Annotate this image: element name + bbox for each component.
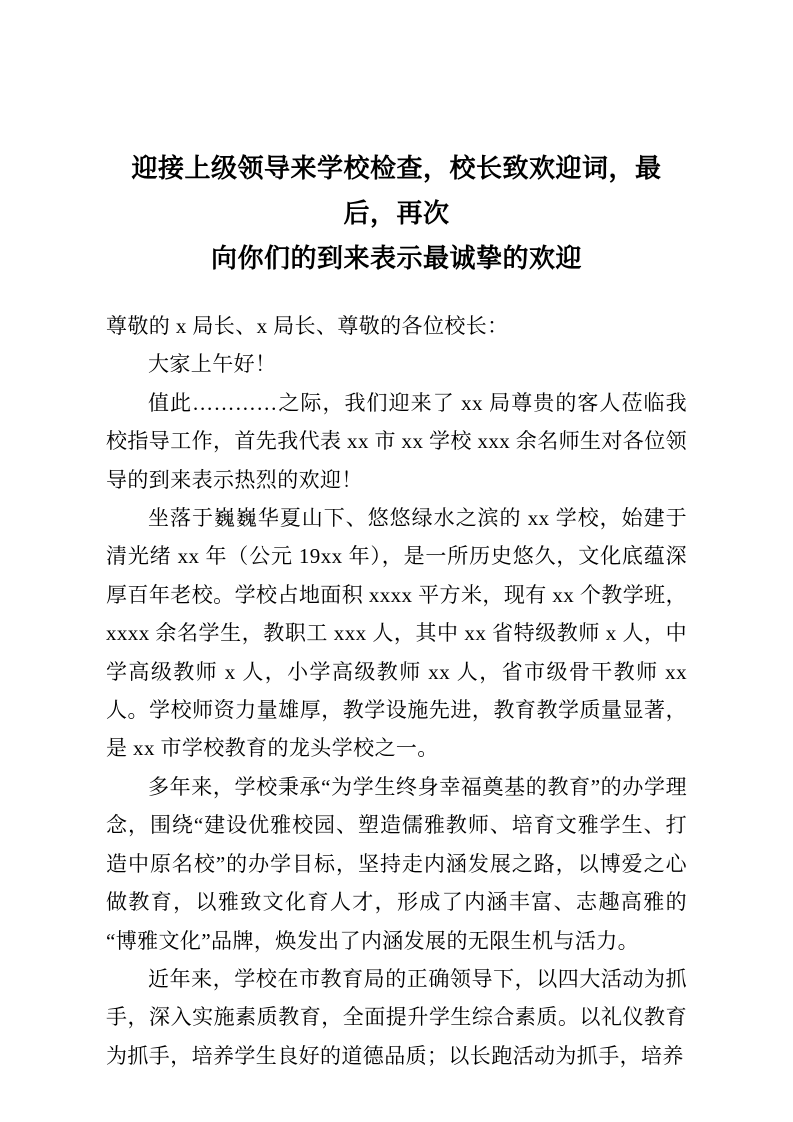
- document-body: [106, 307, 687, 1075]
- document-title-line-2: 向你们的到来表示最诚挚的欢迎: [210, 244, 582, 273]
- paragraph-occasion-welcome: 值此…………之际，我们迎来了 xx 局尊贵的客人莅临我校指导工作，首先我代表 xx 市 xx 学校 xxx 余名师生对各位领导的到来表示热烈的欢迎！: [106, 390, 687, 492]
- paragraph-greeting: 大家上午好！: [148, 352, 277, 377]
- document-title: [106, 146, 687, 281]
- paragraph-school-history: 坐落于巍巍华夏山下、悠悠绿水之滨的 xx 学校，始建于清光绪 xx 年（公元 19xx 年），是一所历史悠久，文化底蕴深厚百年老校。学校占地面积 xxxx 平方米，现有 xx 个教学班，xxxx 余名学生，教职工 xxx 人，其中 xx 省特级教师 x 人，中学高级教师 x 人，小学高级教师 xx 人，省市级骨干教师 xx 人。学校师资力量雄厚，教学设施先进，教育教学质量显著，是 xx 市学校教育的龙头学校之一。: [106, 506, 687, 761]
- paragraph-salutation: 尊敬的 x 局长、x 局长、尊敬的各位校长：: [106, 314, 509, 338]
- paragraph-school-philosophy: 多年来，学校秉承“为学生终身幸福奠基的教育”的办学理念，围绕“建设优雅校园、塑造儒雅教师、培育文雅学生、打造中原名校”的办学目标，坚持走内涵发展之路，以博爱之心做教育，以雅致文化育人才，形成了内涵丰富、志趣高雅的“博雅文化”品牌，焕发出了内涵发展的无限生机与活力。: [106, 774, 687, 953]
- paragraph-recent-years: 近年来，学校在市教育局的正确领导下，以四大活动为抓手，深入实施素质教育，全面提升学生综合素质。以礼仪教育为抓手，培养学生良好的道德品质；以长跑活动为抓手，培养: [106, 966, 687, 1068]
- document-title-line-1: 迎接上级领导来学校检查，校长致欢迎词，最后，再次: [131, 154, 662, 228]
